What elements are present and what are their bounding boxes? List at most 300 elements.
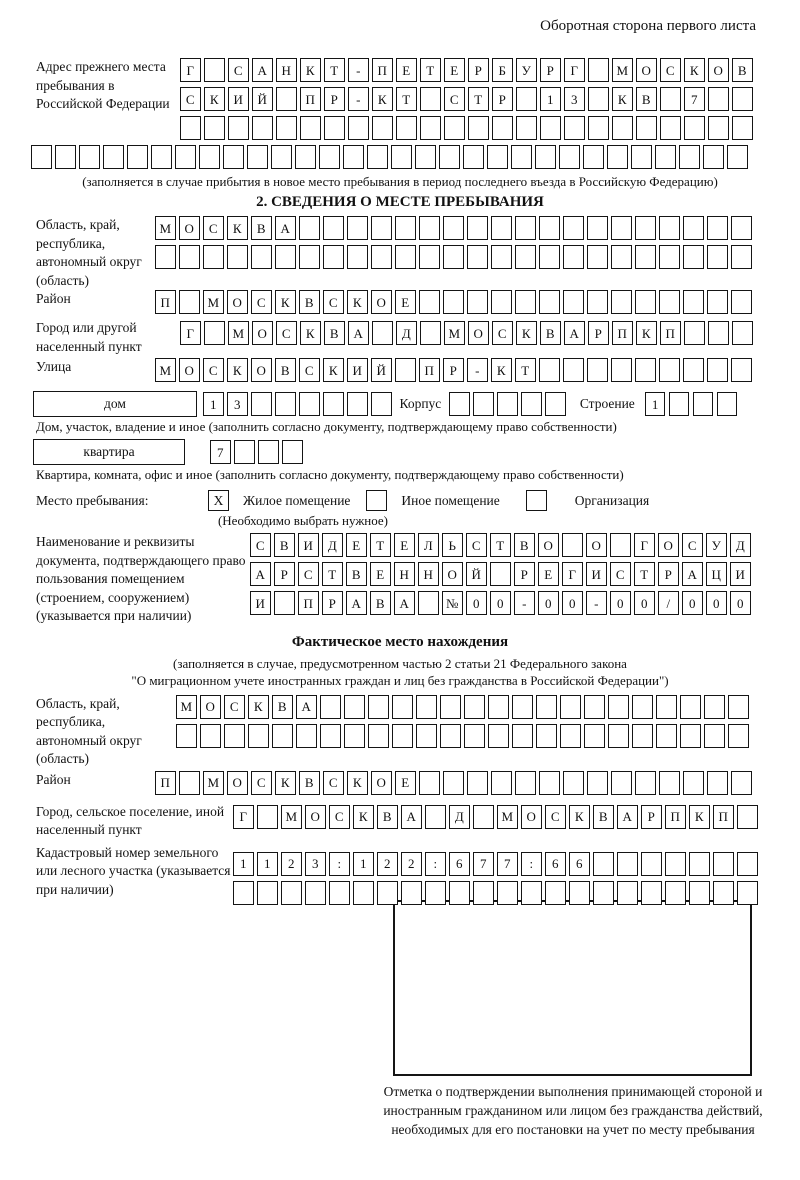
- char-cell[interactable]: [737, 852, 758, 876]
- char-cell[interactable]: [659, 358, 680, 382]
- char-cell[interactable]: [395, 245, 416, 269]
- char-cell[interactable]: С: [203, 216, 224, 240]
- char-cell[interactable]: [251, 245, 272, 269]
- char-cell[interactable]: [299, 392, 320, 416]
- char-cell[interactable]: [665, 881, 686, 905]
- char-cell[interactable]: Н: [418, 562, 439, 586]
- char-cell[interactable]: О: [252, 321, 273, 345]
- char-cell[interactable]: [233, 881, 254, 905]
- char-cell[interactable]: Л: [418, 533, 439, 557]
- char-cell[interactable]: [680, 695, 701, 719]
- char-cell[interactable]: 7: [473, 852, 494, 876]
- char-cell[interactable]: П: [612, 321, 633, 345]
- char-cell[interactable]: [564, 116, 585, 140]
- char-cell[interactable]: К: [300, 58, 321, 82]
- char-cell[interactable]: О: [200, 695, 221, 719]
- char-cell[interactable]: [587, 358, 608, 382]
- char-cell[interactable]: [560, 695, 581, 719]
- char-cell[interactable]: К: [323, 358, 344, 382]
- char-cell[interactable]: [707, 771, 728, 795]
- char-cell[interactable]: [587, 771, 608, 795]
- char-cell[interactable]: Й: [252, 87, 273, 111]
- char-cell[interactable]: [679, 145, 700, 169]
- char-cell[interactable]: /: [658, 591, 679, 615]
- char-cell[interactable]: [228, 116, 249, 140]
- char-cell[interactable]: [367, 145, 388, 169]
- char-cell[interactable]: [467, 216, 488, 240]
- char-cell[interactable]: [103, 145, 124, 169]
- char-cell[interactable]: В: [324, 321, 345, 345]
- char-cell[interactable]: [737, 805, 758, 829]
- char-cell[interactable]: [343, 145, 364, 169]
- char-cell[interactable]: [416, 724, 437, 748]
- char-cell[interactable]: [587, 245, 608, 269]
- char-cell[interactable]: Е: [444, 58, 465, 82]
- char-cell[interactable]: С: [180, 87, 201, 111]
- char-cell[interactable]: В: [274, 533, 295, 557]
- char-cell[interactable]: А: [346, 591, 367, 615]
- char-cell[interactable]: №: [442, 591, 463, 615]
- char-cell[interactable]: М: [203, 771, 224, 795]
- char-cell[interactable]: [583, 145, 604, 169]
- char-cell[interactable]: О: [305, 805, 326, 829]
- char-cell[interactable]: [683, 245, 704, 269]
- char-cell[interactable]: С: [298, 562, 319, 586]
- char-cell[interactable]: О: [179, 358, 200, 382]
- char-cell[interactable]: И: [228, 87, 249, 111]
- char-cell[interactable]: Е: [370, 562, 391, 586]
- char-cell[interactable]: [731, 771, 752, 795]
- char-cell[interactable]: [449, 392, 470, 416]
- char-cell[interactable]: 3: [564, 87, 585, 111]
- char-cell[interactable]: 7: [497, 852, 518, 876]
- char-cell[interactable]: [296, 724, 317, 748]
- char-cell[interactable]: С: [545, 805, 566, 829]
- char-cell[interactable]: [199, 145, 220, 169]
- char-cell[interactable]: А: [682, 562, 703, 586]
- char-cell[interactable]: К: [636, 321, 657, 345]
- char-cell[interactable]: О: [586, 533, 607, 557]
- char-cell[interactable]: [660, 116, 681, 140]
- char-cell[interactable]: О: [468, 321, 489, 345]
- char-cell[interactable]: [371, 392, 392, 416]
- char-cell[interactable]: [443, 216, 464, 240]
- char-cell[interactable]: [539, 245, 560, 269]
- char-cell[interactable]: [635, 771, 656, 795]
- char-cell[interactable]: С: [299, 358, 320, 382]
- char-cell[interactable]: [659, 290, 680, 314]
- char-cell[interactable]: [323, 216, 344, 240]
- char-cell[interactable]: :: [521, 852, 542, 876]
- char-cell[interactable]: [680, 724, 701, 748]
- char-cell[interactable]: Р: [588, 321, 609, 345]
- char-cell[interactable]: [329, 881, 350, 905]
- char-cell[interactable]: [610, 533, 631, 557]
- char-cell[interactable]: [607, 145, 628, 169]
- char-cell[interactable]: Т: [420, 58, 441, 82]
- char-cell[interactable]: 0: [466, 591, 487, 615]
- char-cell[interactable]: [563, 216, 584, 240]
- char-cell[interactable]: О: [658, 533, 679, 557]
- char-cell[interactable]: В: [299, 771, 320, 795]
- char-cell[interactable]: Р: [322, 591, 343, 615]
- char-cell[interactable]: [512, 724, 533, 748]
- char-cell[interactable]: О: [636, 58, 657, 82]
- char-cell[interactable]: [731, 290, 752, 314]
- char-cell[interactable]: [464, 695, 485, 719]
- char-cell[interactable]: 2: [401, 852, 422, 876]
- char-cell[interactable]: А: [296, 695, 317, 719]
- char-cell[interactable]: К: [347, 290, 368, 314]
- char-cell[interactable]: 1: [203, 392, 224, 416]
- char-cell[interactable]: С: [682, 533, 703, 557]
- char-cell[interactable]: [473, 392, 494, 416]
- char-cell[interactable]: О: [708, 58, 729, 82]
- char-cell[interactable]: [490, 562, 511, 586]
- char-cell[interactable]: [200, 724, 221, 748]
- char-cell[interactable]: -: [467, 358, 488, 382]
- char-cell[interactable]: [324, 116, 345, 140]
- char-cell[interactable]: [683, 358, 704, 382]
- char-cell[interactable]: С: [329, 805, 350, 829]
- char-cell[interactable]: [443, 771, 464, 795]
- char-cell[interactable]: [728, 695, 749, 719]
- char-cell[interactable]: [683, 290, 704, 314]
- char-cell[interactable]: [563, 358, 584, 382]
- char-cell[interactable]: П: [713, 805, 734, 829]
- char-cell[interactable]: [347, 245, 368, 269]
- char-cell[interactable]: [656, 695, 677, 719]
- char-cell[interactable]: [257, 881, 278, 905]
- char-cell[interactable]: [353, 881, 374, 905]
- char-cell[interactable]: [669, 392, 690, 416]
- char-cell[interactable]: [511, 145, 532, 169]
- char-cell[interactable]: К: [275, 290, 296, 314]
- char-cell[interactable]: [487, 145, 508, 169]
- char-cell[interactable]: [151, 145, 172, 169]
- char-cell[interactable]: П: [155, 771, 176, 795]
- char-cell[interactable]: И: [730, 562, 751, 586]
- char-cell[interactable]: 6: [545, 852, 566, 876]
- char-cell[interactable]: [227, 245, 248, 269]
- char-cell[interactable]: С: [251, 771, 272, 795]
- char-cell[interactable]: К: [353, 805, 374, 829]
- char-cell[interactable]: [631, 145, 652, 169]
- char-cell[interactable]: [588, 58, 609, 82]
- char-cell[interactable]: [467, 290, 488, 314]
- char-cell[interactable]: [418, 591, 439, 615]
- char-cell[interactable]: [272, 724, 293, 748]
- char-cell[interactable]: [295, 145, 316, 169]
- char-cell[interactable]: [419, 216, 440, 240]
- char-cell[interactable]: Г: [180, 58, 201, 82]
- char-cell[interactable]: -: [586, 591, 607, 615]
- char-cell[interactable]: [659, 216, 680, 240]
- char-cell[interactable]: [179, 245, 200, 269]
- char-cell[interactable]: [539, 216, 560, 240]
- char-cell[interactable]: [593, 881, 614, 905]
- char-cell[interactable]: [395, 216, 416, 240]
- char-cell[interactable]: К: [227, 216, 248, 240]
- char-cell[interactable]: Т: [515, 358, 536, 382]
- char-cell[interactable]: О: [371, 771, 392, 795]
- char-cell[interactable]: [464, 724, 485, 748]
- char-cell[interactable]: Р: [658, 562, 679, 586]
- char-cell[interactable]: [732, 116, 753, 140]
- char-cell[interactable]: 1: [353, 852, 374, 876]
- char-cell[interactable]: А: [250, 562, 271, 586]
- char-cell[interactable]: [491, 216, 512, 240]
- char-cell[interactable]: [717, 392, 738, 416]
- char-cell[interactable]: Т: [370, 533, 391, 557]
- char-cell[interactable]: М: [444, 321, 465, 345]
- char-cell[interactable]: [611, 245, 632, 269]
- char-cell[interactable]: [497, 392, 518, 416]
- char-cell[interactable]: [415, 145, 436, 169]
- char-cell[interactable]: Б: [492, 58, 513, 82]
- char-cell[interactable]: [368, 695, 389, 719]
- char-cell[interactable]: [320, 695, 341, 719]
- char-cell[interactable]: 0: [610, 591, 631, 615]
- char-cell[interactable]: Г: [564, 58, 585, 82]
- char-cell[interactable]: [368, 724, 389, 748]
- char-cell[interactable]: К: [372, 87, 393, 111]
- char-cell[interactable]: [395, 358, 416, 382]
- char-cell[interactable]: [234, 440, 255, 464]
- char-cell[interactable]: :: [329, 852, 350, 876]
- char-cell[interactable]: Е: [394, 533, 415, 557]
- char-cell[interactable]: К: [248, 695, 269, 719]
- char-cell[interactable]: [516, 116, 537, 140]
- char-cell[interactable]: М: [203, 290, 224, 314]
- char-cell[interactable]: С: [203, 358, 224, 382]
- organization-checkbox[interactable]: [526, 490, 547, 511]
- char-cell[interactable]: [732, 87, 753, 111]
- char-cell[interactable]: [612, 116, 633, 140]
- char-cell[interactable]: В: [540, 321, 561, 345]
- char-cell[interactable]: [713, 881, 734, 905]
- char-cell[interactable]: [608, 695, 629, 719]
- char-cell[interactable]: [224, 724, 245, 748]
- char-cell[interactable]: А: [348, 321, 369, 345]
- char-cell[interactable]: [419, 771, 440, 795]
- char-cell[interactable]: [584, 695, 605, 719]
- char-cell[interactable]: [204, 116, 225, 140]
- char-cell[interactable]: [684, 116, 705, 140]
- char-cell[interactable]: [713, 852, 734, 876]
- char-cell[interactable]: [708, 116, 729, 140]
- char-cell[interactable]: И: [347, 358, 368, 382]
- char-cell[interactable]: О: [227, 290, 248, 314]
- char-cell[interactable]: [683, 771, 704, 795]
- char-cell[interactable]: [444, 116, 465, 140]
- char-cell[interactable]: М: [176, 695, 197, 719]
- char-cell[interactable]: В: [370, 591, 391, 615]
- char-cell[interactable]: [655, 145, 676, 169]
- char-cell[interactable]: [689, 881, 710, 905]
- char-cell[interactable]: К: [516, 321, 537, 345]
- char-cell[interactable]: [491, 245, 512, 269]
- char-cell[interactable]: Е: [538, 562, 559, 586]
- char-cell[interactable]: [728, 724, 749, 748]
- char-cell[interactable]: [515, 290, 536, 314]
- char-cell[interactable]: [635, 358, 656, 382]
- char-cell[interactable]: В: [275, 358, 296, 382]
- char-cell[interactable]: [31, 145, 52, 169]
- char-cell[interactable]: А: [617, 805, 638, 829]
- char-cell[interactable]: [175, 145, 196, 169]
- char-cell[interactable]: Т: [468, 87, 489, 111]
- char-cell[interactable]: К: [347, 771, 368, 795]
- char-cell[interactable]: 0: [490, 591, 511, 615]
- char-cell[interactable]: [563, 245, 584, 269]
- char-cell[interactable]: [659, 771, 680, 795]
- char-cell[interactable]: [127, 145, 148, 169]
- char-cell[interactable]: [659, 245, 680, 269]
- char-cell[interactable]: С: [660, 58, 681, 82]
- char-cell[interactable]: О: [179, 216, 200, 240]
- char-cell[interactable]: [443, 245, 464, 269]
- char-cell[interactable]: [419, 245, 440, 269]
- char-cell[interactable]: У: [516, 58, 537, 82]
- char-cell[interactable]: Т: [634, 562, 655, 586]
- char-cell[interactable]: [348, 116, 369, 140]
- char-cell[interactable]: [420, 321, 441, 345]
- char-cell[interactable]: [584, 724, 605, 748]
- char-cell[interactable]: [593, 852, 614, 876]
- char-cell[interactable]: Ц: [706, 562, 727, 586]
- char-cell[interactable]: [203, 245, 224, 269]
- char-cell[interactable]: [608, 724, 629, 748]
- char-cell[interactable]: Д: [322, 533, 343, 557]
- char-cell[interactable]: [251, 392, 272, 416]
- char-cell[interactable]: [204, 321, 225, 345]
- char-cell[interactable]: О: [371, 290, 392, 314]
- char-cell[interactable]: Р: [641, 805, 662, 829]
- char-cell[interactable]: Г: [634, 533, 655, 557]
- char-cell[interactable]: [179, 771, 200, 795]
- char-cell[interactable]: Р: [274, 562, 295, 586]
- char-cell[interactable]: А: [252, 58, 273, 82]
- char-cell[interactable]: [569, 881, 590, 905]
- char-cell[interactable]: К: [275, 771, 296, 795]
- char-cell[interactable]: 2: [377, 852, 398, 876]
- char-cell[interactable]: [488, 724, 509, 748]
- char-cell[interactable]: Е: [346, 533, 367, 557]
- char-cell[interactable]: С: [610, 562, 631, 586]
- char-cell[interactable]: [656, 724, 677, 748]
- char-cell[interactable]: [282, 440, 303, 464]
- char-cell[interactable]: Г: [233, 805, 254, 829]
- char-cell[interactable]: Д: [396, 321, 417, 345]
- char-cell[interactable]: [588, 116, 609, 140]
- char-cell[interactable]: [515, 216, 536, 240]
- char-cell[interactable]: [587, 216, 608, 240]
- char-cell[interactable]: [545, 881, 566, 905]
- char-cell[interactable]: С: [250, 533, 271, 557]
- char-cell[interactable]: П: [372, 58, 393, 82]
- char-cell[interactable]: Й: [466, 562, 487, 586]
- char-cell[interactable]: В: [514, 533, 535, 557]
- char-cell[interactable]: 7: [684, 87, 705, 111]
- char-cell[interactable]: 0: [706, 591, 727, 615]
- char-cell[interactable]: [440, 695, 461, 719]
- char-cell[interactable]: [491, 290, 512, 314]
- char-cell[interactable]: [392, 695, 413, 719]
- char-cell[interactable]: [562, 533, 583, 557]
- char-cell[interactable]: [611, 771, 632, 795]
- char-cell[interactable]: -: [348, 87, 369, 111]
- char-cell[interactable]: [425, 805, 446, 829]
- char-cell[interactable]: Ь: [442, 533, 463, 557]
- char-cell[interactable]: 7: [210, 440, 231, 464]
- char-cell[interactable]: [392, 724, 413, 748]
- char-cell[interactable]: М: [155, 216, 176, 240]
- char-cell[interactable]: [55, 145, 76, 169]
- char-cell[interactable]: К: [491, 358, 512, 382]
- char-cell[interactable]: [545, 392, 566, 416]
- char-cell[interactable]: С: [323, 290, 344, 314]
- char-cell[interactable]: [463, 145, 484, 169]
- char-cell[interactable]: О: [227, 771, 248, 795]
- char-cell[interactable]: Т: [322, 562, 343, 586]
- char-cell[interactable]: П: [298, 591, 319, 615]
- char-cell[interactable]: [396, 116, 417, 140]
- char-cell[interactable]: [491, 771, 512, 795]
- char-cell[interactable]: Е: [395, 771, 416, 795]
- char-cell[interactable]: К: [227, 358, 248, 382]
- char-cell[interactable]: [467, 771, 488, 795]
- char-cell[interactable]: [180, 116, 201, 140]
- char-cell[interactable]: 0: [538, 591, 559, 615]
- char-cell[interactable]: -: [348, 58, 369, 82]
- char-cell[interactable]: [539, 290, 560, 314]
- char-cell[interactable]: [708, 87, 729, 111]
- char-cell[interactable]: [371, 245, 392, 269]
- char-cell[interactable]: [641, 881, 662, 905]
- char-cell[interactable]: [635, 245, 656, 269]
- char-cell[interactable]: [271, 145, 292, 169]
- char-cell[interactable]: [467, 245, 488, 269]
- char-cell[interactable]: [372, 116, 393, 140]
- char-cell[interactable]: Й: [371, 358, 392, 382]
- char-cell[interactable]: К: [204, 87, 225, 111]
- char-cell[interactable]: К: [569, 805, 590, 829]
- char-cell[interactable]: Г: [562, 562, 583, 586]
- char-cell[interactable]: [727, 145, 748, 169]
- char-cell[interactable]: 2: [281, 852, 302, 876]
- char-cell[interactable]: [443, 290, 464, 314]
- char-cell[interactable]: [563, 771, 584, 795]
- char-cell[interactable]: [635, 290, 656, 314]
- char-cell[interactable]: О: [442, 562, 463, 586]
- char-cell[interactable]: П: [300, 87, 321, 111]
- char-cell[interactable]: К: [684, 58, 705, 82]
- char-cell[interactable]: [636, 116, 657, 140]
- char-cell[interactable]: [535, 145, 556, 169]
- char-cell[interactable]: [276, 87, 297, 111]
- char-cell[interactable]: С: [492, 321, 513, 345]
- char-cell[interactable]: [299, 245, 320, 269]
- char-cell[interactable]: Г: [180, 321, 201, 345]
- char-cell[interactable]: [299, 216, 320, 240]
- char-cell[interactable]: Р: [514, 562, 535, 586]
- char-cell[interactable]: 3: [227, 392, 248, 416]
- char-cell[interactable]: Н: [276, 58, 297, 82]
- char-cell[interactable]: [449, 881, 470, 905]
- char-cell[interactable]: [731, 216, 752, 240]
- char-cell[interactable]: И: [586, 562, 607, 586]
